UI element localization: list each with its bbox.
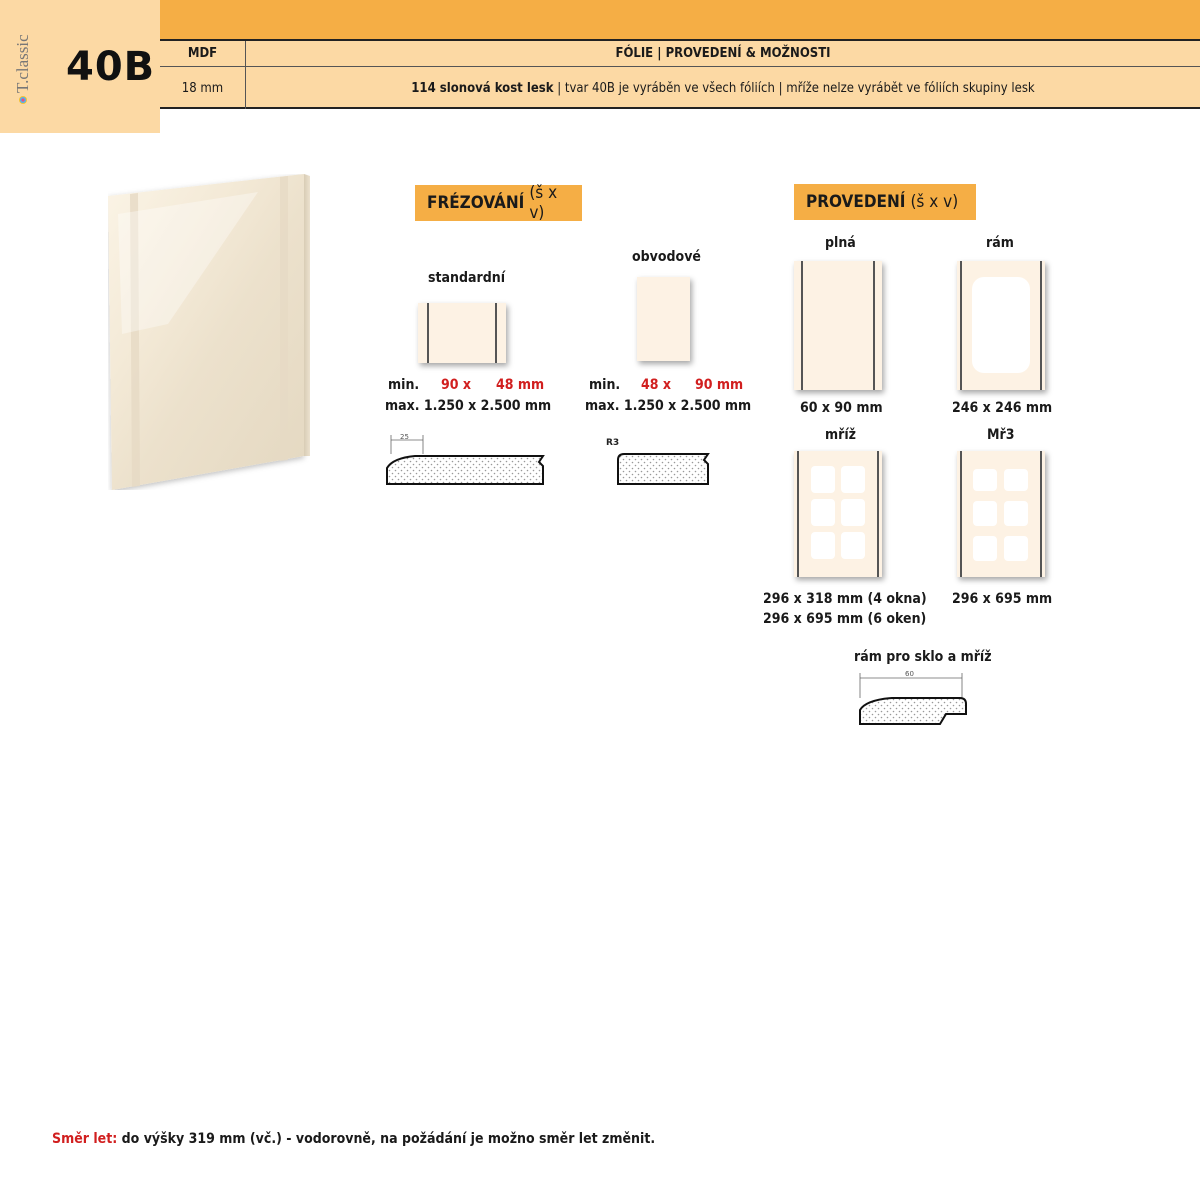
milling-standard-max: max. 1.250 x 2.500 mm [385, 398, 552, 414]
brand-dot-icon [19, 96, 27, 104]
min-label: min. [589, 377, 621, 393]
profile-dimension: 25 [400, 433, 409, 441]
variant-frame-label: rám [986, 235, 1014, 251]
grain-direction-label: Směr let: [52, 1131, 118, 1147]
variants-title-main: PROVEDENÍ [806, 192, 906, 212]
milling-perimeter-max: max. 1.250 x 2.500 mm [585, 398, 752, 414]
variant-full-sample [794, 261, 884, 392]
product-code-box [0, 0, 160, 133]
variant-frame-sample [957, 261, 1047, 392]
grain-direction-note [52, 1131, 655, 1147]
grain-direction-text: do výšky 319 mm (vč.) - vodorovně, na požádání je možno směr let změnit. [117, 1131, 656, 1147]
frame-profile-drawing [856, 668, 972, 728]
milling-standard-label: standardní [428, 270, 506, 286]
milling-perimeter-label: obvodové [632, 249, 701, 265]
foil-notes: | tvar 40B je vyráběn ve všech fóliích | mříže nelze vyrábět ve fóliích skupiny lesk [553, 80, 1035, 96]
milling-title-main: FRÉZOVÁNÍ [427, 193, 525, 213]
header-stripe [0, 0, 1200, 39]
variant-grid3-sample [957, 451, 1047, 579]
table-cell-thickness: 18 mm [181, 80, 224, 96]
variant-grid3-label: Mř3 [987, 427, 1015, 443]
min-width: 90 x [441, 377, 472, 393]
product-code: 40B [66, 44, 156, 90]
profile-dimension: R3 [606, 438, 620, 448]
milling-perimeter-min [589, 377, 744, 393]
door-front-image [108, 174, 310, 490]
milling-standard-min [388, 377, 545, 393]
variant-grid-size-1: 296 x 318 mm (4 okna) [763, 591, 927, 607]
milling-title-unit: (š x v) [529, 183, 558, 223]
variant-frame-size: 246 x 246 mm [952, 400, 1053, 416]
milling-standard-profile [385, 430, 547, 488]
frame-profile-label: rám pro sklo a mříž [854, 649, 992, 665]
variant-full-size: 60 x 90 mm [800, 400, 883, 416]
min-height: 90 mm [695, 377, 744, 393]
variant-grid-size-2: 296 x 695 mm (6 oken) [763, 611, 927, 627]
table-header-mdf: MDF [187, 46, 218, 61]
min-width: 48 x [641, 377, 672, 393]
milling-standard-sample [418, 303, 508, 365]
milling-title [415, 185, 582, 221]
min-label: min. [388, 377, 420, 393]
foil-name: 114 slonová kost lesk [411, 80, 554, 96]
brand-logo [10, 34, 36, 104]
min-height: 48 mm [496, 377, 545, 393]
table-header-folie: FÓLIE | PROVEDENÍ & MOŽNOSTI [615, 46, 831, 61]
variant-grid3-size: 296 x 695 mm [952, 591, 1053, 607]
milling-perimeter-profile [604, 434, 714, 488]
profile-dimension: 60 [905, 670, 914, 678]
variants-title [794, 184, 976, 220]
variant-full-label: plná [825, 235, 856, 251]
brand-name: T.classic [13, 34, 32, 93]
milling-perimeter-sample [637, 277, 692, 363]
variants-title-unit: (š x v) [910, 192, 959, 212]
spec-table [160, 39, 1200, 109]
variant-grid-label: mříž [825, 427, 856, 443]
table-cell-description [246, 67, 1200, 109]
variant-grid-sample [794, 451, 884, 579]
